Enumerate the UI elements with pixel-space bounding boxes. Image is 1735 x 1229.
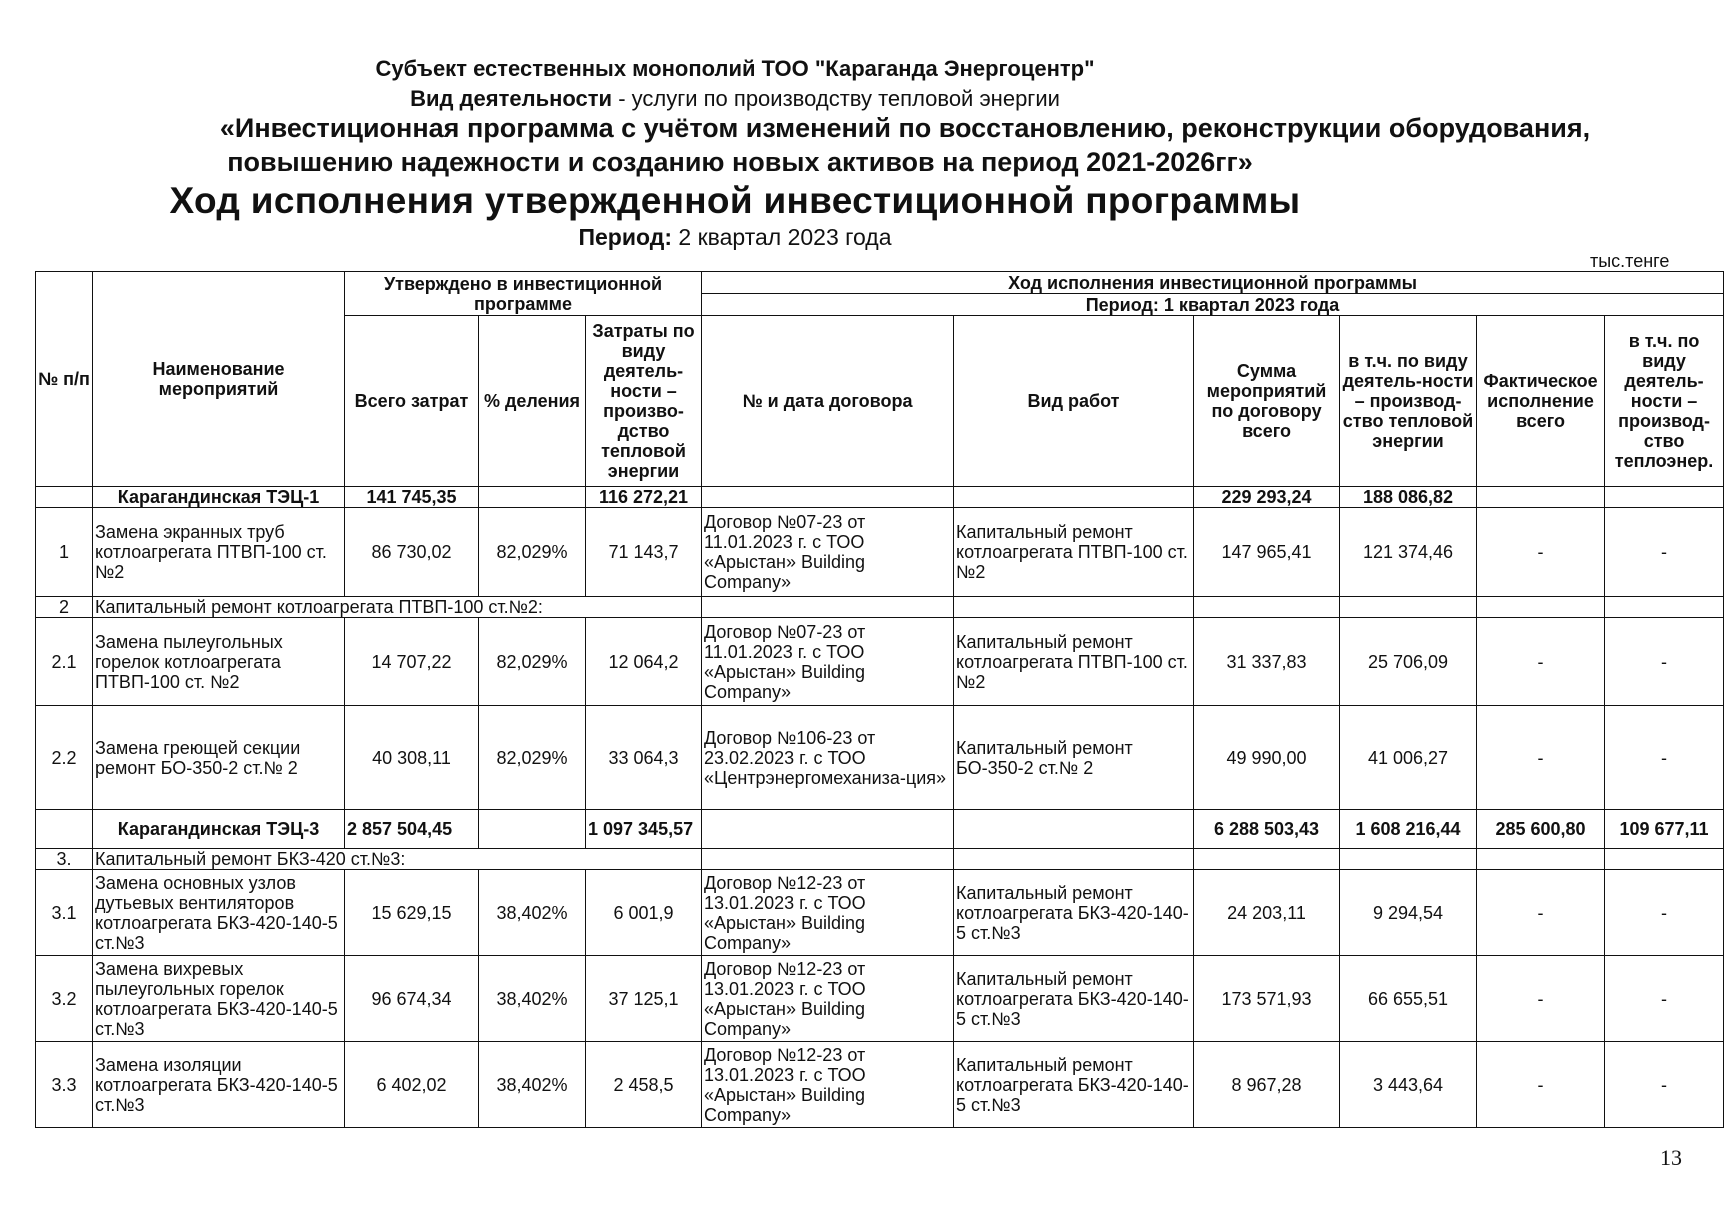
- table-cell: [702, 597, 954, 618]
- row-sum: 24 203,11: [1194, 870, 1340, 956]
- row-activity: 71 143,7: [586, 508, 702, 597]
- table-cell: [702, 487, 954, 508]
- row-num: 1: [36, 508, 93, 597]
- program-title-line1: «Инвестиционная программа с учётом изменений по восстановлению, реконструкции оборудования,: [219, 113, 1591, 143]
- row-total: 14 707,22: [345, 618, 479, 706]
- row-percent: 38,402%: [479, 870, 586, 956]
- row-total: 6 402,02: [345, 1042, 479, 1128]
- col-header-cost-activity: Затраты по виду деятель-ности – произво-дство тепловой энергии: [586, 316, 702, 487]
- row-name: Замена экранных труб котлоагрегата ПТВП-100 ст. №2: [93, 508, 345, 597]
- section-name: Капитальный ремонт котлоагрегата ПТВП-100 ст.№2:: [93, 597, 702, 618]
- row-sum: 8 967,28: [1194, 1042, 1340, 1128]
- row-name: Замена изоляции котлоагрегата БКЗ-420-140-5 ст.№3: [93, 1042, 345, 1128]
- period-label: Период:: [578, 224, 673, 250]
- page-number: 13: [1660, 1145, 1682, 1170]
- row-sum: 173 571,93: [1194, 956, 1340, 1042]
- subtotal-incl-actual: 109 677,11: [1605, 810, 1724, 849]
- row-contract: Договор №12-23 от 13.01.2023 г. с ТОО «Арыстан» Building Company»: [702, 1042, 954, 1128]
- table-cell: [1605, 597, 1724, 618]
- row-incl: 66 655,51: [1340, 956, 1477, 1042]
- row-incl-actual: -: [1605, 870, 1724, 956]
- row-contract: Договор №07-23 от 11.01.2023 г. с ТОО «Арыстан» Building Company»: [702, 508, 954, 597]
- table-row: [36, 1042, 1724, 1128]
- col-header-contract-sum: Сумма мероприятий по договору всего: [1194, 316, 1340, 487]
- row-name: Замена пылеугольных горелок котлоагрегата ПТВП-100 ст. №2: [93, 618, 345, 706]
- row-contract: Договор №12-23 от 13.01.2023 г. с ТОО «Арыстан» Building Company»: [702, 956, 954, 1042]
- row-incl: 3 443,64: [1340, 1042, 1477, 1128]
- table-cell: [1605, 487, 1724, 508]
- table-cell: [954, 810, 1194, 849]
- row-work: Капитальный ремонт котлоагрегата БКЗ-420-140-5 ст.№3: [954, 1042, 1194, 1128]
- row-actual: -: [1477, 870, 1605, 956]
- row-num: 2.2: [36, 706, 93, 810]
- row-actual: -: [1477, 1042, 1605, 1128]
- section-row: [36, 849, 1724, 870]
- table-cell: [1340, 849, 1477, 870]
- row-activity: 6 001,9: [586, 870, 702, 956]
- row-sum: 49 990,00: [1194, 706, 1340, 810]
- table-cell: [702, 810, 954, 849]
- subtotal-total: 2 857 504,45: [345, 810, 479, 849]
- table-row: [36, 618, 1724, 706]
- program-title-line2: повышению надежности и созданию новых активов на период 2021-2026гг»: [227, 147, 1253, 177]
- row-activity: 33 064,3: [586, 706, 702, 810]
- row-total: 86 730,02: [345, 508, 479, 597]
- col-header-percent: % деления: [479, 316, 586, 487]
- subtotal-activity: 1 097 345,57: [586, 810, 702, 849]
- subtotal-name: Карагандинская ТЭЦ-1: [93, 487, 345, 508]
- table-row: [36, 956, 1724, 1042]
- subtotal-name: Карагандинская ТЭЦ-3: [93, 810, 345, 849]
- table-cell: [1194, 849, 1340, 870]
- activity-type-line: [0, 86, 1470, 112]
- col-header-work-type: Вид работ: [954, 316, 1194, 487]
- table-cell: [36, 487, 93, 508]
- subtotal-incl: 188 086,82: [1340, 487, 1477, 508]
- col-header-actual: Фактическое исполнение всего: [1477, 316, 1605, 487]
- row-name: Замена вихревых пылеугольных горелок котлоагрегата БКЗ-420-140-5 ст.№3: [93, 956, 345, 1042]
- table-cell: [1477, 849, 1605, 870]
- row-work: Капитальный ремонт котлоагрегата БКЗ-420-140-5 ст.№3: [954, 870, 1194, 956]
- subtotal-total: 141 745,35: [345, 487, 479, 508]
- table-cell: [702, 849, 954, 870]
- section-name: Капитальный ремонт БКЗ-420 ст.№3:: [93, 849, 702, 870]
- row-contract: Договор №106-23 от 23.02.2023 г. с ТОО «Центрэнергомеханиза-ция»: [702, 706, 954, 810]
- subtotal-actual: 285 600,80: [1477, 810, 1605, 849]
- row-num: 3.: [36, 849, 93, 870]
- row-num: 3.2: [36, 956, 93, 1042]
- row-work: Капитальный ремонт котлоагрегата ПТВП-100 ст. №2: [954, 618, 1194, 706]
- col-header-period: Период: 1 квартал 2023 года: [702, 294, 1724, 316]
- table-cell: [954, 849, 1194, 870]
- header-row-1: [36, 272, 1724, 294]
- row-num: 2.1: [36, 618, 93, 706]
- row-work: Капитальный ремонт котлоагрегата ПТВП-100 ст. №2: [954, 508, 1194, 597]
- section-row: [36, 597, 1724, 618]
- table-cell: [1477, 597, 1605, 618]
- table-cell: [954, 597, 1194, 618]
- row-percent: 82,029%: [479, 618, 586, 706]
- period-value: 2 квартал 2023 года: [672, 224, 892, 250]
- row-work: Капитальный ремонт БО-350-2 ст.№ 2: [954, 706, 1194, 810]
- subtotal-incl: 1 608 216,44: [1340, 810, 1477, 849]
- col-header-contract: № и дата договора: [702, 316, 954, 487]
- col-header-progress-group: Ход исполнения инвестиционной программы: [702, 272, 1724, 294]
- report-title: Ход исполнения утвержденной инвестиционной программы: [169, 180, 1301, 221]
- row-activity: 12 064,2: [586, 618, 702, 706]
- document-title-line1: Субъект естественных монополий ТОО "Караганда Энергоцентр": [375, 56, 1095, 81]
- table-cell: [1194, 597, 1340, 618]
- row-total: 96 674,34: [345, 956, 479, 1042]
- col-header-total-cost: Всего затрат: [345, 316, 479, 487]
- row-activity: 37 125,1: [586, 956, 702, 1042]
- row-incl-actual: -: [1605, 1042, 1724, 1128]
- activity-type-value: - услуги по производству тепловой энергии: [612, 86, 1060, 111]
- col-header-incl-activity: в т.ч. по виду деятель-ности – производ-ство тепловой энергии: [1340, 316, 1477, 487]
- row-percent: 82,029%: [479, 508, 586, 597]
- subtotal-contract-sum: 229 293,24: [1194, 487, 1340, 508]
- col-header-num: № п/п: [36, 272, 93, 487]
- subtotal-contract-sum: 6 288 503,43: [1194, 810, 1340, 849]
- row-incl: 41 006,27: [1340, 706, 1477, 810]
- row-name: Замена основных узлов дутьевых вентиляторов котлоагрегата БКЗ-420-140-5 ст.№3: [93, 870, 345, 956]
- table-row: [36, 508, 1724, 597]
- subtotal-activity: 116 272,21: [586, 487, 702, 508]
- row-incl-actual: -: [1605, 618, 1724, 706]
- col-header-name: Наименование мероприятий: [93, 272, 345, 487]
- row-sum: 31 337,83: [1194, 618, 1340, 706]
- row-total: 40 308,11: [345, 706, 479, 810]
- row-percent: 82,029%: [479, 706, 586, 810]
- col-header-approved-group: Утверждено в инвестиционной программе: [345, 272, 702, 316]
- subtotal-row-tec3: [36, 810, 1724, 849]
- activity-type-label: Вид деятельности: [410, 86, 613, 111]
- row-percent: 38,402%: [479, 956, 586, 1042]
- row-incl: 25 706,09: [1340, 618, 1477, 706]
- row-sum: 147 965,41: [1194, 508, 1340, 597]
- table-cell: [1340, 597, 1477, 618]
- table-cell: [954, 487, 1194, 508]
- row-incl: 121 374,46: [1340, 508, 1477, 597]
- row-work: Капитальный ремонт котлоагрегата БКЗ-420-140-5 ст.№3: [954, 956, 1194, 1042]
- report-period: [0, 224, 1470, 251]
- row-incl-actual: -: [1605, 706, 1724, 810]
- row-percent: 38,402%: [479, 1042, 586, 1128]
- table-row: [36, 870, 1724, 956]
- row-contract: Договор №12-23 от 13.01.2023 г. с ТОО «Арыстан» Building Company»: [702, 870, 954, 956]
- row-actual: -: [1477, 956, 1605, 1042]
- table-cell: [479, 810, 586, 849]
- row-total: 15 629,15: [345, 870, 479, 956]
- table-cell: [479, 487, 586, 508]
- row-incl: 9 294,54: [1340, 870, 1477, 956]
- row-actual: -: [1477, 706, 1605, 810]
- row-incl-actual: -: [1605, 508, 1724, 597]
- row-num: 3.1: [36, 870, 93, 956]
- row-num: 2: [36, 597, 93, 618]
- investment-table: [35, 271, 1724, 1128]
- table-cell: [36, 810, 93, 849]
- table-cell: [1477, 487, 1605, 508]
- col-header-incl-actual: в т.ч. по виду деятель-ности – производ-ство теплоэнер.: [1605, 316, 1724, 487]
- row-activity: 2 458,5: [586, 1042, 702, 1128]
- row-actual: -: [1477, 618, 1605, 706]
- row-incl-actual: -: [1605, 956, 1724, 1042]
- currency-unit: тыс.тенге: [1590, 251, 1670, 271]
- row-name: Замена греющей секции ремонт БО-350-2 ст.№ 2: [93, 706, 345, 810]
- subtotal-row-tec1: [36, 487, 1724, 508]
- row-contract: Договор №07-23 от 11.01.2023 г. с ТОО «Арыстан» Building Company»: [702, 618, 954, 706]
- row-actual: -: [1477, 508, 1605, 597]
- row-num: 3.3: [36, 1042, 93, 1128]
- table-row: [36, 706, 1724, 810]
- table-cell: [1605, 849, 1724, 870]
